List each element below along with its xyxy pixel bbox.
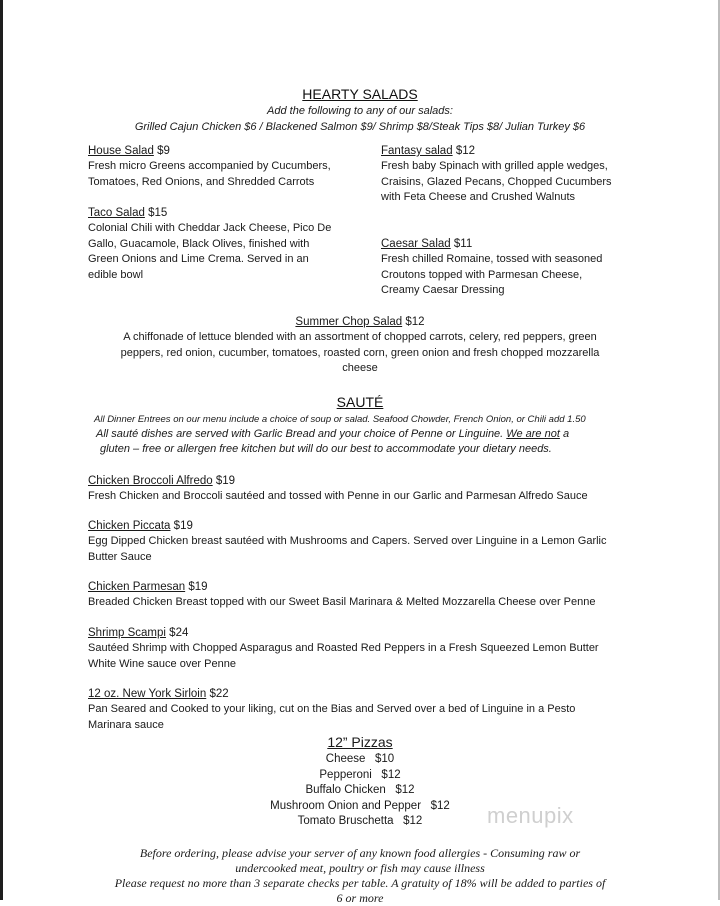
pizza-item: Mushroom Onion and Pepper $12	[270, 799, 450, 812]
salads-title: HEARTY SALADS	[302, 86, 418, 102]
item-price: $24	[169, 627, 189, 639]
saute-side-note: All sauté dishes are served with Garlic Bread and your choice of Penne or Linguine. We are not a	[96, 428, 570, 440]
item-name: Chicken Parmesan	[88, 581, 186, 593]
menu-item-summer-chop-salad	[60, 315, 660, 377]
item-name: House Salad	[88, 145, 154, 157]
item-price: $19	[188, 581, 208, 593]
item-price: $12	[405, 316, 425, 328]
item-name: Taco Salad	[88, 207, 145, 219]
saute-entree-note: All Dinner Entrees on our menu include a choice of soup or salad. Seafood Chowder, French Onion, or Chili add 1.50	[94, 414, 586, 425]
pizza-item: Buffalo Chicken $12	[305, 784, 415, 797]
pizza-list	[0, 752, 720, 830]
item-description: Fresh Chicken and Broccoli sautéed and tossed with Penne in our Garlic and Parmesan Alfredo Sauce	[88, 490, 588, 502]
item-description: Breaded Chicken Breast topped with our Sweet Basil Marinara & Melted Mozzarella Cheese over Penne	[88, 596, 596, 608]
menu-item-shrimp-scampi	[88, 626, 688, 672]
menu-item-chicken-broccoli-alfredo	[88, 474, 688, 505]
item-description: Egg Dipped Chicken breast sautéed with Mushrooms and Capers. Served over Linguine in a Lemon Garlic Butter Sauce	[88, 535, 607, 563]
menu-item-ny-sirloin	[88, 687, 688, 733]
item-price: $19	[173, 520, 193, 532]
item-price: $15	[148, 207, 168, 219]
menu-item-caesar-salad	[381, 237, 651, 299]
item-description: Colonial Chili with Cheddar Jack Cheese, Pico De Gallo, Guacamole, Black Olives, finished with Green Onions and Lime Crema. Served in an edible bowl	[88, 222, 332, 281]
saute-allergen-note: gluten – free or allergen free kitchen but will do our best to accommodate your dietary needs.	[100, 443, 552, 455]
item-price: $11	[453, 238, 473, 250]
footer-notice: Before ordering, please advise your server of any known food allergies - Consuming raw or undercooked meat, poultry or fish may cause illness Please request no more than 3 separate checks per table. A gratuity of 18% will be added to parties of 6 or more	[114, 846, 606, 905]
item-price: $22	[209, 688, 229, 700]
item-description: Fresh micro Greens accompanied by Cucumbers, Tomatoes, Red Onions, and Shredded Carrots	[88, 160, 331, 188]
salads-addon-note: Add the following to any of our salads:	[267, 105, 453, 117]
menu-item-chicken-parmesan	[88, 580, 688, 611]
item-description: A chiffonade of lettuce blended with an assortment of chopped carrots, celery, red peppers, green peppers, red onion, cucumber, tomatoes, roasted corn, green onion and fresh chopped mozzarella cheese	[120, 331, 600, 374]
item-price: $12	[455, 145, 475, 157]
item-description: Sautéed Shrimp with Chopped Asparagus and Roasted Red Peppers in a Fresh Squeezed Lemon Butter White Wine sauce over Penne	[88, 642, 599, 670]
item-name: Caesar Salad	[381, 238, 451, 250]
pizza-item: Pepperoni $12	[319, 768, 401, 781]
menu-item-fantasy-salad	[381, 144, 651, 206]
item-name: Chicken Piccata	[88, 520, 171, 532]
saute-title: SAUTÉ	[336, 394, 384, 410]
item-name: Shrimp Scampi	[88, 627, 166, 639]
item-price: $9	[157, 145, 170, 157]
allergen-emphasis: We are not	[506, 428, 560, 440]
item-name: Chicken Broccoli Alfredo	[88, 475, 213, 487]
menu-item-taco-salad	[88, 206, 358, 283]
item-description: Pan Seared and Cooked to your liking, cut on the Bias and Served over a bed of Linguine in a Pesto Marinara sauce	[88, 703, 576, 731]
item-name: 12 oz. New York Sirloin	[88, 688, 207, 700]
salads-addon-list: Grilled Cajun Chicken $6 / Blackened Salmon $9/ Shrimp $8/Steak Tips $8/ Julian Turkey $6	[134, 121, 586, 133]
menu-item-house-salad	[88, 144, 358, 190]
item-price: $19	[215, 475, 236, 487]
item-description: Fresh baby Spinach with grilled apple wedges, Craisins, Glazed Pecans, Chopped Cucumbers with Feta Cheese and Crushed Walnuts	[381, 160, 612, 203]
pizza-item: Cheese $10	[325, 753, 395, 765]
item-description: Fresh chilled Romaine, tossed with seasoned Croutons topped with Parmesan Cheese, Creamy Caesar Dressing	[381, 253, 603, 296]
item-name: Summer Chop Salad	[295, 316, 403, 328]
pizza-item: Tomato Bruschetta $12	[297, 815, 423, 828]
pizzas-title: 12” Pizzas	[327, 734, 393, 750]
menu-item-chicken-piccata	[88, 519, 688, 565]
menupix-watermark: menupix	[487, 803, 574, 828]
item-name: Fantasy salad	[381, 145, 453, 157]
